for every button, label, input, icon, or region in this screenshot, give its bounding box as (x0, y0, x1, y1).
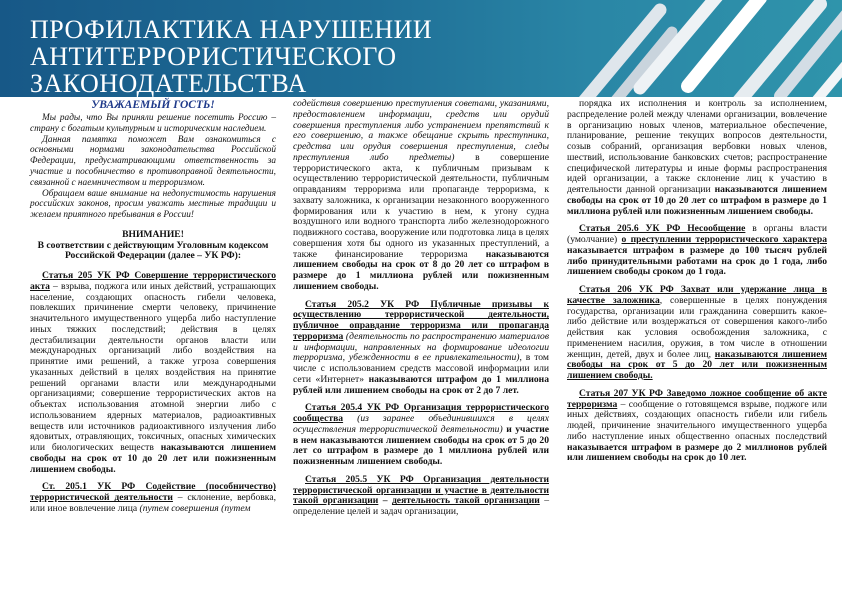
article-205-1-continued (293, 99, 549, 293)
article-penalty: наказываются штрафом до 1 миллиона рублей или лишением свободы на срок от 2 до 7 лет. (293, 373, 549, 396)
intro-paragraph: Обращаем ваше внимание на недопустимость нарушения российских законов, просим уважать местные традиции и желаем приятного пребывания в России! (30, 188, 276, 221)
article-heading: Статья 205.5 УК РФ Организация деятельности террористической организации и участие в деятельности такой организации (293, 473, 549, 507)
article-heading: деятельность такой организации (391, 495, 540, 507)
article-text: – сообщение о готовящемся взрыве, поджоге или иных действиях, создающих опасность гибели или гибель людей, причинение значительного имущественного ущерба либо наступление иных общественно опасных последствий (567, 398, 827, 442)
article-penalty: наказываются лишением свободы на срок от 10 до 20 лет со штрафом в размере до 1 миллиона рублей или пожизненным лишением свободы. (567, 184, 828, 217)
article-205-5-continued (567, 99, 827, 217)
article-text-italic: (путем совершения (путем (139, 502, 251, 514)
intro-paragraph: Данная памятка поможет Вам ознакомиться с основными нормами законодательства Российской Федерации, предусматривающими ответственность за участие и пособничество в противоправной деятельности, связанной с наемничеством и терроризмом. (30, 134, 276, 188)
header-banner (0, 0, 842, 97)
article-text-italic: содействия совершению преступления советами, указаниями, предоставлением информации, средств или орудий совершения преступления либо устранением препятствий к его совершению, а также обещание скрыть преступника, средства или орудия совершения преступления, следы преступления либо предметы) (293, 98, 549, 163)
article-text: – склонение, вербовка, или иное вовлечение лица (30, 492, 276, 514)
article-text: в органы власти (умолчание) (567, 223, 827, 245)
article-text: , в том числе с использованием средств массовой информации или сети «Интернет» (293, 352, 549, 385)
article-heading: Статья 205.6 УК РФ Несообщение (579, 223, 746, 235)
article-heading: Статья 205.2 УК РФ Публичные призывы к осуществлению террористической деятельности, публичное оправдание терроризма или пропаганда терроризма (293, 298, 549, 342)
article-penalty: наказывается штрафом в размере до 100 тысяч рублей либо принудительными работами на срок до 1 года, либо лишением свободы сроком до 1 года. (567, 244, 827, 278)
article-205-1 (30, 482, 276, 514)
attention-heading: ВНИМАНИЕ! (122, 228, 184, 240)
article-text: порядка их исполнения и контроль за исполнением, распределение ролей между членами организации, вовлечение в организацию новых членов, материальное обеспечение, планирование, решение текущих вопросов деятельности, созыв собраний, организация вербовки новых членов, шествий, использование банковских счетов; распространение специфической литературы и иные формы распространения идей организации, а также склонение лиц к участию в деятельности данной организации (567, 98, 827, 195)
article-205-2 (293, 300, 549, 397)
article-text: – взрыва, поджога или иных действий, устрашающих население, создающих опасность гибели человека, повлекших причинение смерти человеку, причинение значительного имущественного ущерба либо наступление иных тяжких последствий; действия в целях дестабилизации деятельности органов власти или международных организаций либо воздействия на принятие ими решений, а также угроза совершения указанных действий в целях воздействия на принятие решений органами власти или международными организациями; совершение террористических актов на объектах использования атомной энергии либо с использованием ядерных материалов, радиоактивных веществ или источников радиоактивного излучения либо ядовитых, отравляющих, токсичных, опасных химических или биологических веществ (30, 280, 276, 454)
article-205 (30, 271, 276, 475)
article-heading: Статья 205 УК РФ Совершение террористического акта (30, 270, 276, 292)
article-heading: Статья 207 УК РФ Заведомо ложное сообщение об акте терроризма (567, 387, 827, 410)
article-206 (567, 285, 827, 382)
column-right (567, 99, 827, 464)
article-207 (567, 389, 827, 464)
article-205-4 (293, 403, 549, 468)
page-title: ПРОФИЛАКТИКА НАРУШЕНИИ АНТИТЕРРОРИСТИЧЕСКОГО ЗАКОНОДАТЕЛЬСТВА (30, 15, 433, 97)
article-heading: о преступлении террористического характера (621, 234, 827, 245)
intro-paragraph: Мы рады, что Вы приняли решение посетить Россию – страну с богатым культурным и историческим наследием. (30, 113, 276, 134)
article-text-italic: (деятельность по распространению материалов и информации, направленных на формирование идеологии терроризма, убежденности в ее привлекательности) (293, 330, 549, 364)
attention-subheading: В соответствии с действующим Уголовным кодексом Российской Федерации (далее – УК РФ): (37, 239, 269, 262)
article-penalty: наказываются лишением свободы на срок от 8 до 20 лет со штрафом в размере до 1 миллиона рублей или пожизненным лишением свободы. (293, 248, 549, 292)
article-heading: Статья 205.4 УК РФ Организация террористического сообщества (293, 402, 549, 424)
article-dash: – (378, 495, 392, 507)
article-penalty: наказываются лишением свободы на срок от 10 до 20 лет или пожизненным лишением свободы. (30, 442, 276, 475)
column-middle (293, 99, 549, 518)
article-penalty: наказываются лишением свободы на срок от 5 до 20 лет или пожизненным лишением свободы. (567, 348, 827, 381)
article-text-italic: (из заранее объединившихся в целях осуществления террористической деятельности) (293, 413, 549, 435)
article-205-5 (293, 475, 549, 518)
article-text: – определение целей и задач организации, (293, 495, 549, 517)
article-heading: Статья 206 УК РФ Захват или удержание лица в качестве заложника (567, 284, 827, 306)
article-text: , совершенные в целях понуждения государства, организации или гражданина совершить какое-либо действие или воздержаться от совершения какого-либо действия как условия освобождения заложника, с применением насилия, оружия, в том числе в отношении женщин, детей, двух и более лиц, (567, 294, 827, 360)
article-text: в совершение террористического акта, к публичным призывам к осуществлению террористической деятельности, публичным оправданиям терроризма или пропаганде терроризма, к захвату заложника, к организации незаконного вооруженного формирования или к участию в нем, к угону судна воздушного или водного транспорта либо железнодорожного подвижного состава, вооружение или подготовка лица в целях совершения хотя бы одного из указанных преступлений, а также финансирование терроризма (293, 151, 549, 260)
greeting-heading: УВАЖАЕМЫЙ ГОСТЬ! (91, 99, 215, 111)
article-penalty: наказывается штрафом в размере до 2 миллионов рублей или лишением свободы на срок до 10 лет. (567, 441, 827, 464)
article-heading: Ст. 205.1 УК РФ Содействие (пособничество) террористической деятельности (30, 481, 276, 504)
article-205-6 (567, 224, 827, 278)
article-penalty: и участие в нем наказываются лишением свободы на срок от 5 до 20 лет со штрафом в размере до 1 миллиона рублей или пожизненным лишением свободы. (293, 423, 549, 467)
column-left (30, 99, 276, 515)
